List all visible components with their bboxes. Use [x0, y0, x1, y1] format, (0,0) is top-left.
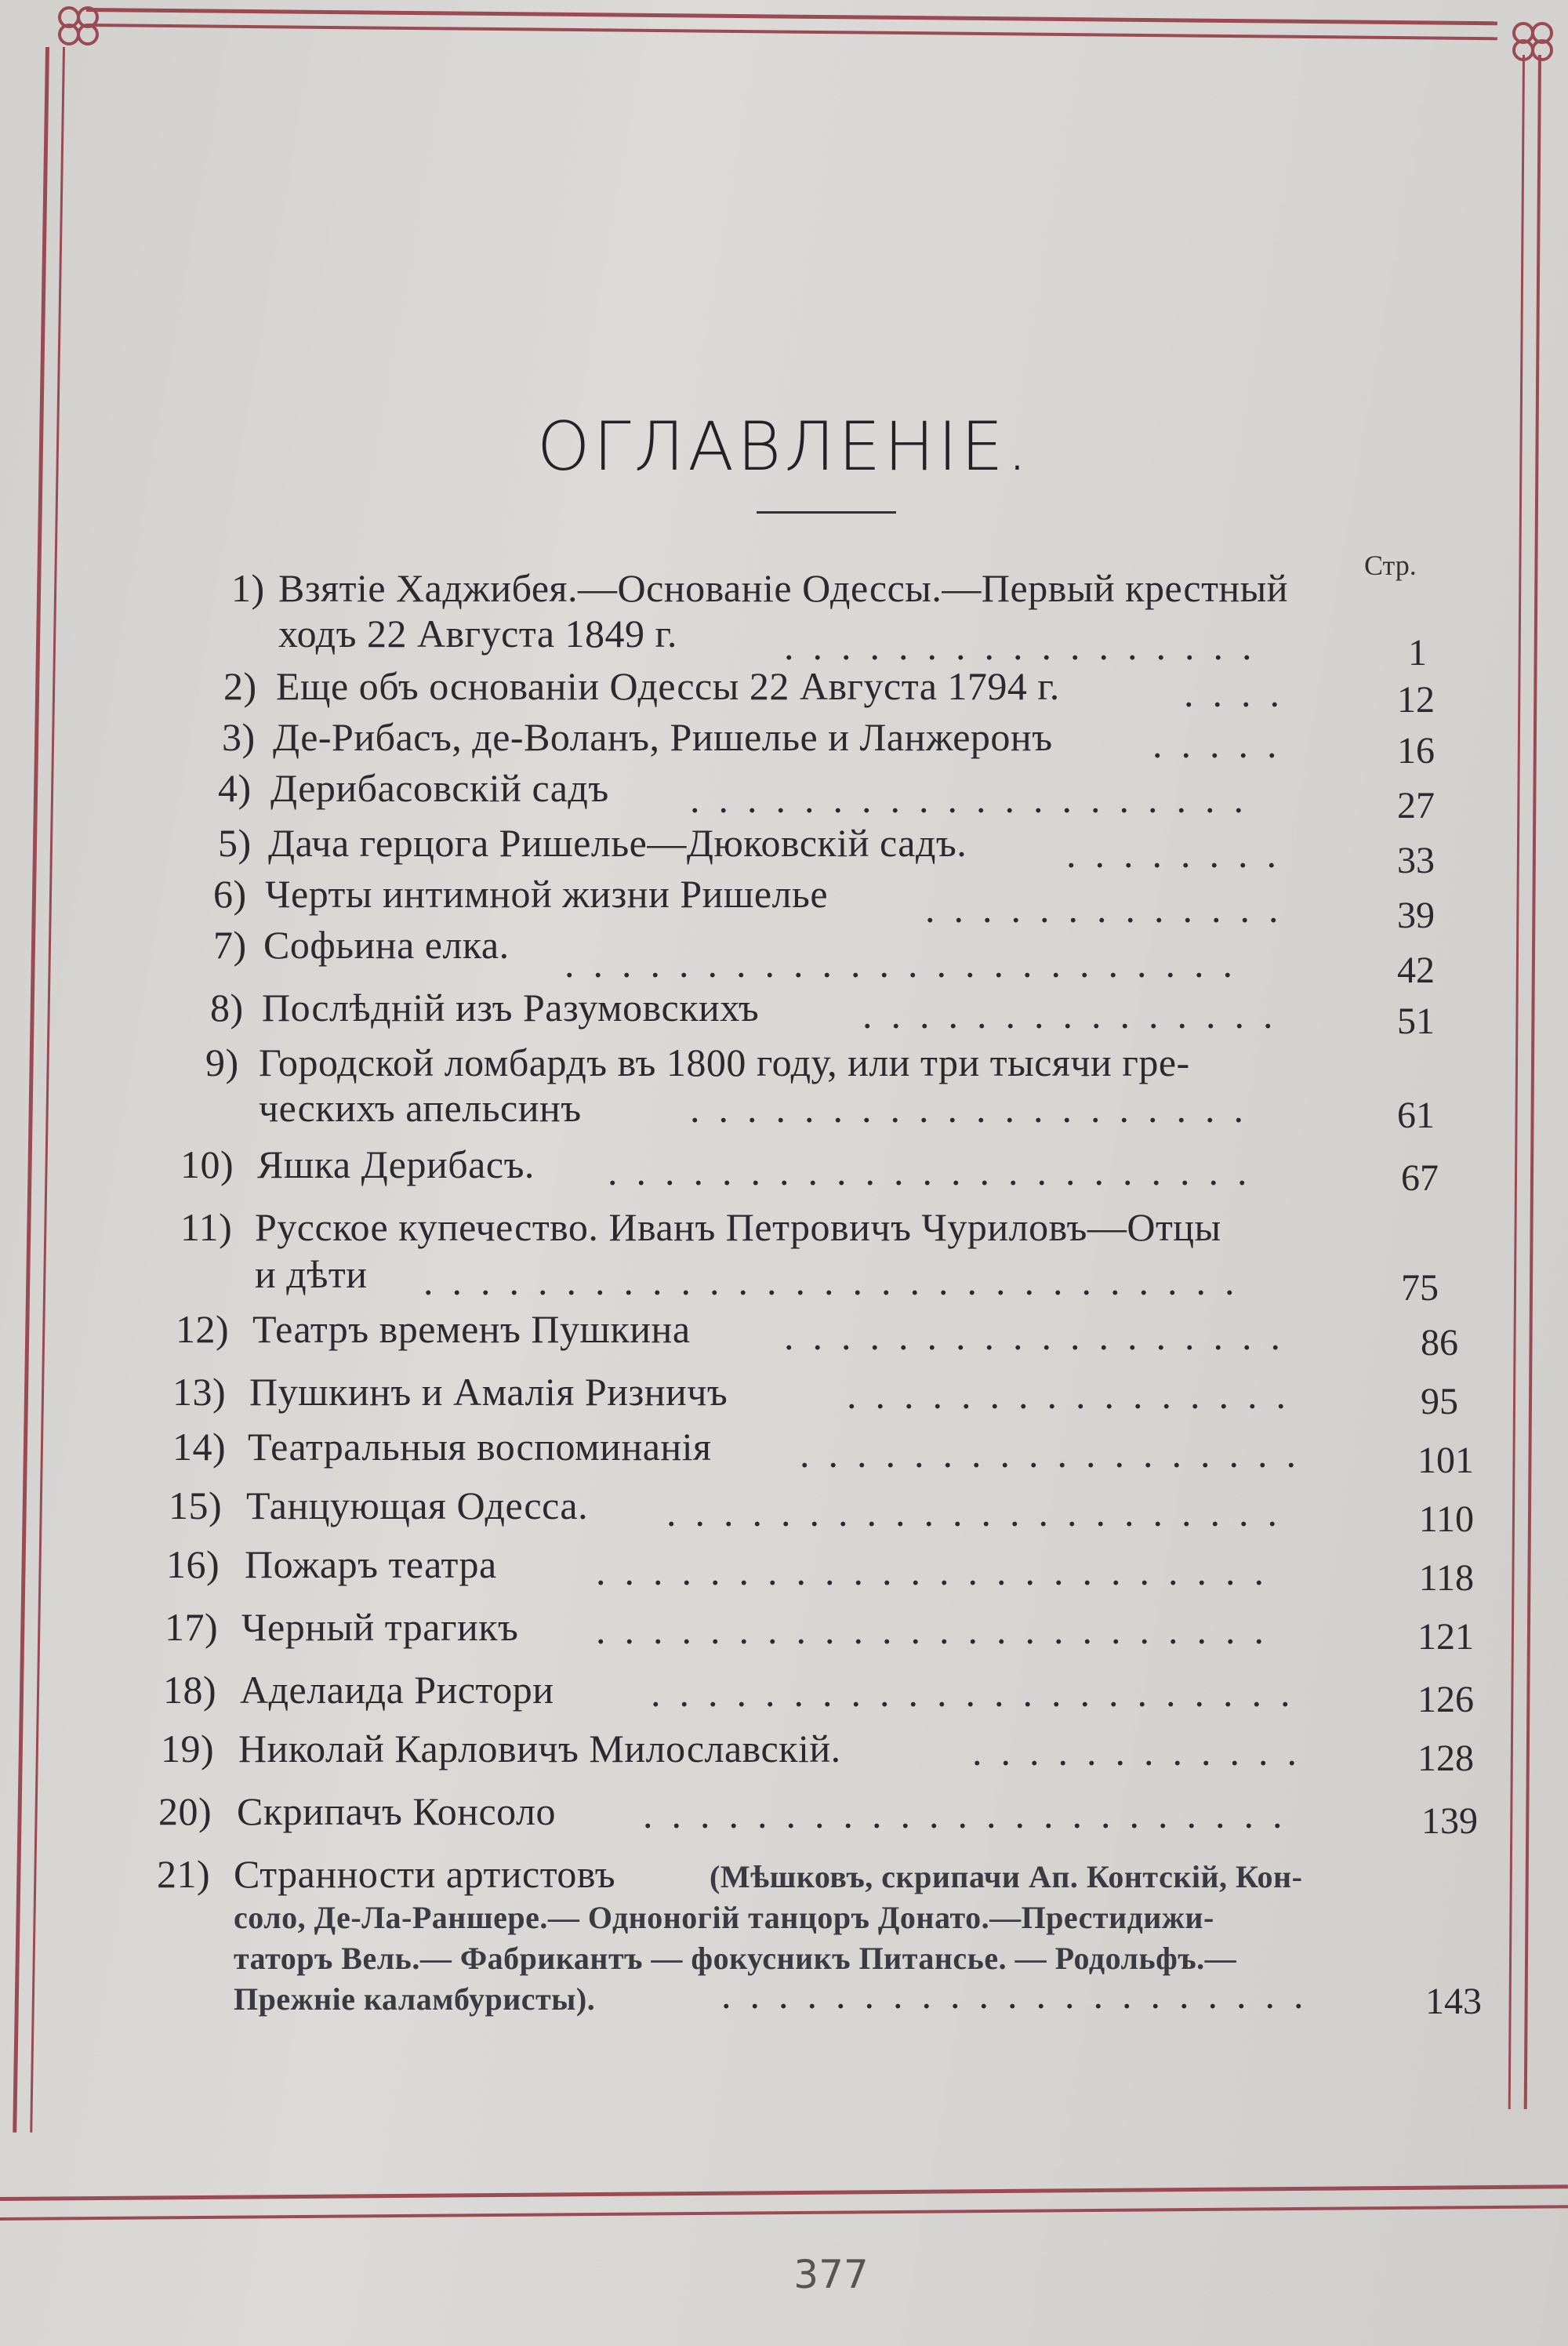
toc-entry-title: Софьина елка.: [263, 923, 510, 967]
page-title: ОГЛАВЛЕНІЕ.: [536, 408, 1032, 486]
toc-entry-title: Взятіе Хаджибея.—Основаніе Одессы.—Первый крестный: [278, 566, 1289, 610]
leader-dots: .......................: [651, 1671, 1309, 1715]
toc-entry-title: Николай Карловичъ Милославскій.: [238, 1727, 841, 1770]
toc-entry-page: 128: [1417, 1738, 1474, 1779]
toc-entry-page: 61: [1397, 1095, 1435, 1136]
leader-dots: ........................: [564, 942, 1251, 986]
toc-entry-title: Аделаида Ристори: [240, 1668, 554, 1712]
toc-entry-title: Черный трагикъ: [241, 1605, 519, 1649]
toc-entry-page: 75: [1401, 1267, 1439, 1309]
toc-entry-number: 8): [210, 986, 244, 1030]
toc-entry-subtitle: (Мѣшковъ, скрипачи Ап. Контскій, Кон-: [710, 1859, 1303, 1894]
leader-dots: ............: [972, 1730, 1316, 1774]
toc-entry-number: 15): [169, 1484, 223, 1527]
toc-entry-title: Русское купечество. Иванъ Петровичъ Чуриловъ—Отцы: [255, 1205, 1221, 1249]
toc-entry-number: 5): [218, 821, 252, 865]
leader-dots: ...............: [862, 993, 1292, 1037]
toc-entry-title: Театральныя воспоминанія: [248, 1425, 712, 1469]
toc-entry-page: 101: [1417, 1440, 1474, 1481]
toc-entry-page: 95: [1421, 1381, 1458, 1422]
toc-entry-number: 1): [231, 566, 265, 610]
toc-entry-page: 121: [1417, 1616, 1474, 1658]
toc-entry-title: ческихъ апельсинъ: [259, 1086, 582, 1130]
toc-entry-number: 4): [218, 766, 252, 810]
toc-entry-number: 2): [223, 664, 257, 708]
toc-entry-page: 86: [1421, 1322, 1458, 1364]
leader-dots: .......................: [643, 1792, 1301, 1836]
toc-entry-number: 3): [222, 715, 256, 759]
toc-entry-page: 1: [1408, 632, 1427, 674]
leader-dots: .............: [925, 887, 1298, 931]
toc-entry-title: Дерибасовскій садъ: [270, 766, 609, 810]
toc-entry-page: 12: [1397, 679, 1435, 721]
toc-entry-title: Черты интимной жизни Ришелье: [265, 872, 829, 916]
toc-entry-number: 13): [172, 1370, 227, 1414]
leader-dots: ........................: [596, 1549, 1283, 1593]
toc-entry-number: 20): [158, 1789, 212, 1833]
page-column-label: Стр.: [1364, 550, 1417, 581]
toc-entry-title: Еще объ основаніи Одессы 22 Августа 1794 г.: [276, 664, 1060, 708]
toc-entry-page: 126: [1417, 1679, 1474, 1720]
leader-dots: ....: [1184, 671, 1298, 715]
toc-entry-number: 16): [166, 1542, 220, 1586]
toc-entry-number: 21): [157, 1852, 211, 1896]
leader-dots: .......................: [608, 1149, 1266, 1193]
toc-entry-title: Странности артистовъ: [234, 1852, 616, 1896]
toc-entry-title: Танцующая Одесса.: [246, 1484, 589, 1527]
leader-dots: ..................: [800, 1432, 1315, 1476]
leader-dots: ........................: [596, 1608, 1283, 1652]
toc-entry-page: 27: [1397, 785, 1435, 826]
toc-entry-title: Послѣдній изъ Разумовскихъ: [262, 986, 760, 1030]
toc-entry-page: 42: [1397, 950, 1435, 991]
toc-entry-title: Пушкинъ и Амалія Ризничъ: [249, 1370, 728, 1414]
toc-entry-page: 139: [1421, 1800, 1478, 1842]
toc-entry-number: 17): [165, 1605, 219, 1649]
toc-entry-number: 19): [161, 1727, 215, 1770]
toc-entry-number: 11): [180, 1205, 233, 1249]
toc-entry-title: Пожаръ театра: [245, 1542, 497, 1586]
toc-entry-title: Городской ломбардъ въ 1800 году, или три тысячи гре-: [259, 1040, 1190, 1084]
toc-entry-number: 9): [205, 1040, 239, 1084]
toc-entry-title: ходъ 22 Августа 1849 г.: [278, 612, 677, 656]
toc-entry-title: Яшка Дерибасъ.: [257, 1142, 535, 1186]
toc-entry-number: 14): [172, 1425, 227, 1469]
leader-dots: .....: [1152, 722, 1296, 766]
toc-entry-page: 16: [1397, 730, 1435, 772]
leader-dots: .....................: [721, 1973, 1323, 2017]
leader-dots: ........: [1066, 832, 1295, 876]
toc-entry-title: Де-Рибасъ, де-Воланъ, Ришелье и Ланжеронъ: [273, 715, 1053, 759]
toc-entry-page: 110: [1418, 1498, 1474, 1540]
toc-entry-title: Дача герцога Ришелье—Дюковскій садъ.: [268, 821, 967, 865]
toc-entry-page: 39: [1397, 895, 1435, 936]
toc-entry-number: 12): [176, 1307, 230, 1351]
toc-entry-page: 33: [1397, 840, 1435, 881]
toc-entry-title: Театръ временъ Пушкина: [252, 1307, 691, 1351]
leader-dots: ....................: [690, 1087, 1262, 1131]
toc-entry-subtitle: таторъ Вель.— Фабрикантъ — фокусникъ Питансье. — Родольфъ.—: [234, 1941, 1237, 1976]
page-number: 377: [793, 2252, 869, 2297]
toc-entry-page: 51: [1397, 1000, 1435, 1042]
toc-entry-page: 143: [1425, 1981, 1482, 2022]
toc-entry-number: 10): [180, 1142, 234, 1186]
toc-entry-number: 18): [163, 1668, 217, 1712]
toc-entry-title: и дѣти: [255, 1252, 368, 1296]
leader-dots: .................: [784, 624, 1271, 668]
leader-dots: ..................: [784, 1314, 1299, 1358]
toc-entry-page: 67: [1401, 1157, 1439, 1199]
toc-entry-number: 6): [213, 872, 247, 916]
leader-dots: ....................: [690, 777, 1262, 821]
toc-entry-number: 7): [213, 923, 247, 967]
leader-dots: ......................: [666, 1491, 1296, 1534]
toc-entry-page: 118: [1418, 1557, 1474, 1599]
leader-dots: ................: [847, 1373, 1305, 1417]
toc-entry-subtitle: соло, Де-Ла-Раншере.— Одноногій танцоръ Донато.—Престидижи-: [234, 1900, 1214, 1935]
toc-entry-subtitle: Прежніе каламбуристы).: [234, 1981, 596, 2017]
leader-dots: .............................: [423, 1259, 1254, 1303]
toc-entry-title: Скрипачъ Консоло: [237, 1789, 556, 1833]
